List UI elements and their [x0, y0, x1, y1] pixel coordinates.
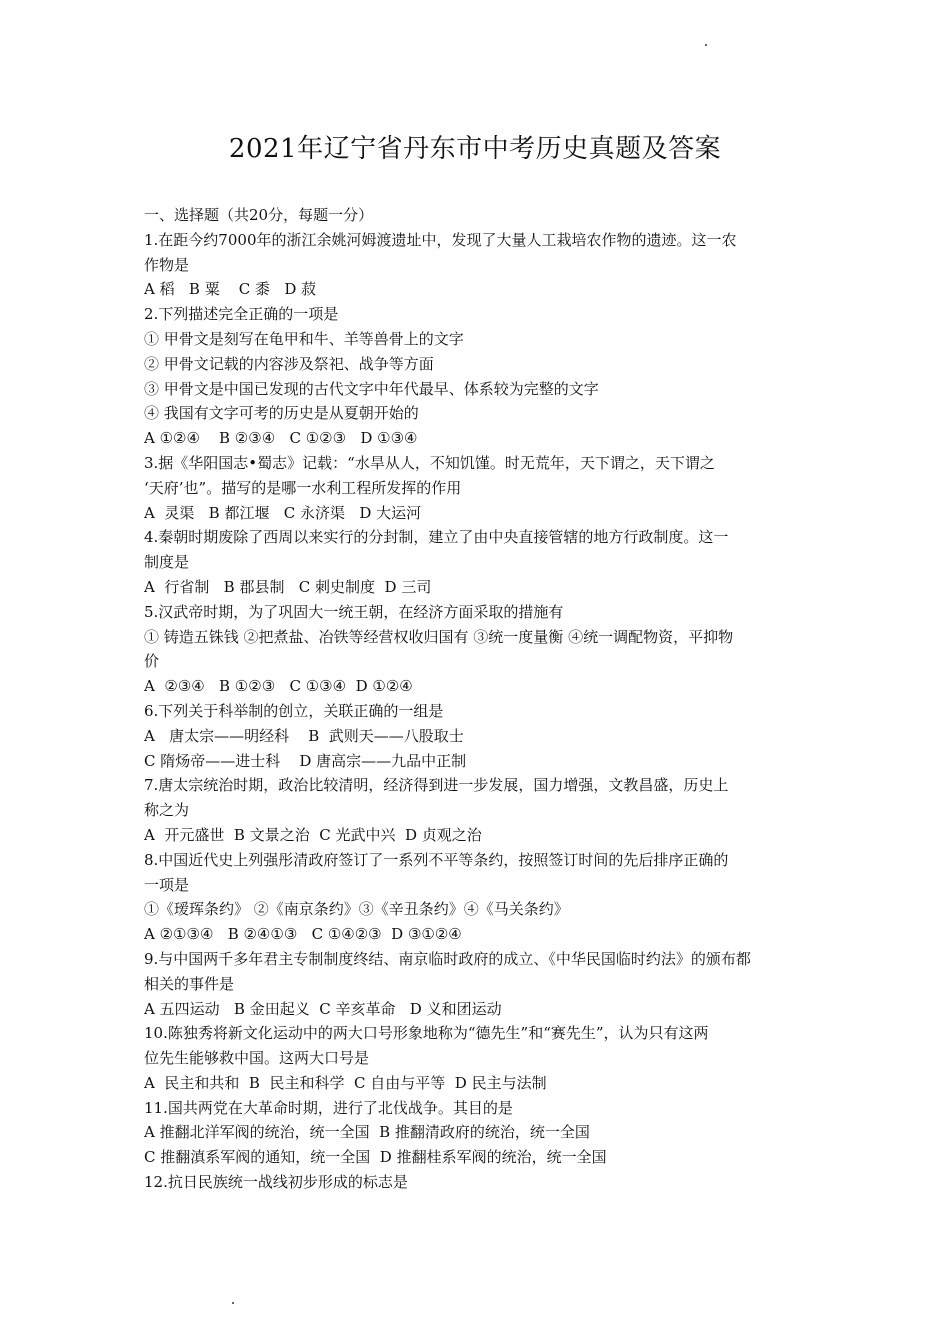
document-title: 2021年辽宁省丹东市中考历史真题及答案	[228, 134, 722, 164]
text-line: A 开元盛世 B 文景之治 C 光武中兴 D 贞观之治	[144, 825, 482, 844]
text-line: A 五四运动 B 金田起义 C 辛亥革命 D 义和团运动	[144, 999, 502, 1018]
text-line: 一、选择题（共20分，每题一分）	[144, 206, 374, 224]
text-line: 8.中国近代史上列强彤清政府签订了一系列不平等条约，按照签订时间的先后排序正确的	[144, 850, 729, 869]
text-line: 2.下列描述完全正确的一项是	[144, 305, 339, 324]
text-line: A ②①③④ B ②④①③ C ①④②③ D ③①②④	[144, 925, 462, 944]
scan-dot-bottom	[232, 1302, 234, 1304]
text-line: A 唐太宗——明经科 B 武则天——八股取士	[144, 726, 464, 745]
text-line: ② 甲骨文记载的内容涉及祭祀、战争等方面	[144, 354, 434, 373]
text-line: A ②③④ B ①②③ C ①③④ D ①②④	[144, 677, 413, 696]
text-line: 10.陈独秀将新文化运动中的两大口号形象地称为“德先生”和“赛先生”，认为只有这两	[144, 1024, 709, 1043]
text-line: A ①②④ B ②③④ C ①②③ D ①③④	[144, 429, 418, 448]
text-line: 11.国共两党在大革命时期，进行了北伐战争。其目的是	[144, 1098, 513, 1117]
text-line: 制度是	[144, 553, 190, 572]
text-line: ① 甲骨文是刻写在龟甲和牛、羊等兽骨上的文字	[144, 329, 464, 348]
text-line: 4.秦朝时期废除了西周以来实行的分封制，建立了由中央直接管辖的地方行政制度。这一	[144, 528, 729, 547]
text-line: 6.下列关于科举制的创立，关联正确的一组是	[144, 701, 444, 720]
text-line: 1.在距今约7000年的浙江余姚河姆渡遗址中，发现了大量人工栽培农作物的遗迹。这一农	[144, 230, 737, 249]
text-line: 7.唐太宗统治时期，政治比较清明，经济得到进一步发展，国力增强，文教昌盛，历史上	[144, 776, 729, 795]
question-list	[144, 203, 812, 1195]
text-line: ③ 甲骨文是中国已发现的古代文字中年代最早、体系较为完整的文字	[144, 379, 599, 398]
text-line: ①《瑷珲条约》 ②《南京条约》③《辛丑条约》④《马关条约》	[144, 900, 569, 919]
text-line: 3.据《华阳国志•蜀志》记载：“水旱从人，不知饥馑。时无荒年，天下谓之，天下谓之	[144, 453, 715, 472]
text-line: 价	[144, 652, 160, 671]
text-line: C 隋炀帝——进士科 D 唐高宗——九品中正制	[144, 751, 467, 770]
text-line: A 行省制 B 郡县制 C 刺史制度 D 三司	[144, 577, 432, 596]
text-line: 一项是	[144, 875, 190, 894]
text-line: ‘天府’也”。描写的是哪一水利工程所发挥的作用	[144, 478, 462, 497]
text-line: 位先生能够救中国。这两大口号是	[144, 1049, 370, 1068]
text-line: 12.抗日民族统一战线初步形成的标志是	[144, 1173, 408, 1192]
text-line: ① 铸造五铢钱 ②把煮盐、冶铁等经营权收归国有 ③统一度量衡 ④统一调配物资，平抑物	[144, 627, 734, 646]
text-line: A 稻 B 粟 C 黍 D 菽	[144, 280, 317, 299]
text-line: A 推翻北洋军阀的统治，统一全国 B 推翻清政府的统治，统一全国	[144, 1123, 590, 1142]
text-line: 相关的事件是	[144, 974, 235, 993]
text-line: 5.汉武帝时期，为了巩固大一统王朝，在经济方面采取的措施有	[144, 602, 564, 621]
scan-dot-top	[705, 44, 707, 46]
text-line: C 推翻滇系军阀的通知，统一全国 D 推翻桂系军阀的统治，统一全国	[144, 1148, 607, 1167]
text-line: A 民主和共和 B 民主和科学 C 自由与平等 D 民主与法制	[144, 1073, 547, 1092]
text-line: 9.与中国两千多年君主专制制度终结、南京临时政府的成立、《中华民国临时约法》的颁布都	[144, 949, 751, 968]
text-line: 称之为	[144, 801, 190, 820]
text-line: 作物是	[144, 255, 190, 274]
text-line: A 灵渠 B 都江堰 C 永济渠 D 大运河	[144, 503, 422, 522]
text-line: ④ 我国有文字可考的历史是从夏朝开始的	[144, 404, 419, 423]
